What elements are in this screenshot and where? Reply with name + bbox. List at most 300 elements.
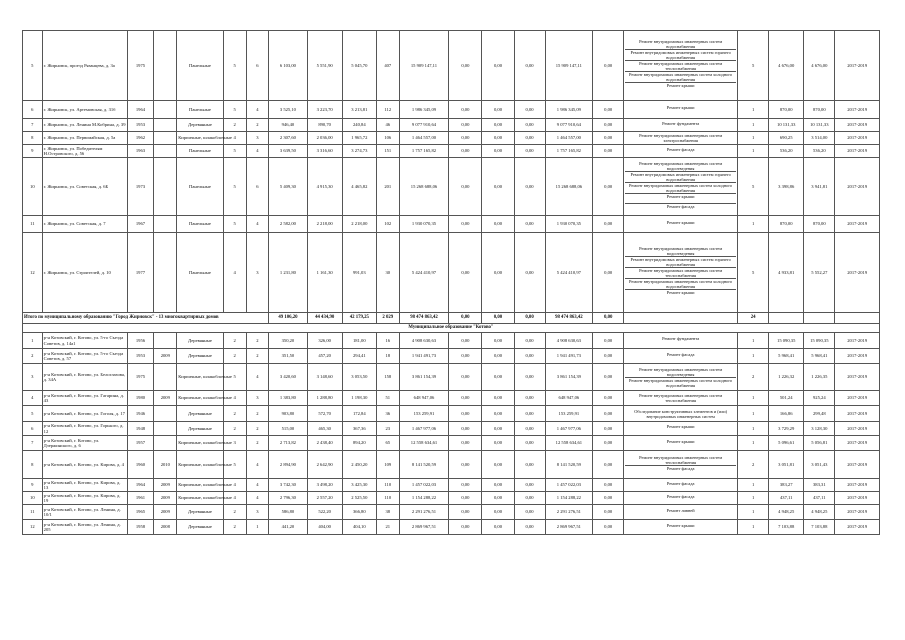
wall-material-cell: Кирпичные, шлакоблочные <box>177 132 224 145</box>
overhaul-year-cell <box>154 145 177 158</box>
address-cell: г. Жирновск, ул. Советская, д. 7 <box>42 216 127 233</box>
table-row <box>23 520 880 535</box>
total-label-cell: Итого по муниципальному образованию "Город Жирновск" - 13 многоквартирных домов <box>23 313 269 324</box>
works-count-cell: 1 <box>738 479 769 492</box>
unit-cost-cell: 870,00 <box>769 101 804 119</box>
works-cell <box>624 364 738 391</box>
work-item: Ремонт внутридомовых инженерных систем холодного водоснабжения <box>625 183 736 194</box>
cost-cell: 4 908 630,63 <box>399 333 449 349</box>
address-cell: г. Жирновск, ул. Ленина М.Кобрина, д. 39 <box>42 119 127 132</box>
works-count-cell: 1 <box>738 333 769 349</box>
owners-fund-cell: 8 141 520,59 <box>545 451 593 479</box>
funding-1-cell: 0,00 <box>449 31 482 101</box>
works-cell <box>624 313 738 324</box>
other-funding-cell: 0,00 <box>593 391 624 406</box>
floors-cell: 2 <box>223 520 246 535</box>
work-item: Ремонт крыши <box>666 105 695 110</box>
other-funding-cell: 0,00 <box>593 233 624 313</box>
works-count-cell: 2 <box>738 451 769 479</box>
year-cell: 1964 <box>127 479 154 492</box>
other-funding-cell: 0,00 <box>593 119 624 132</box>
resident-area-cell: 991,03 <box>342 233 376 313</box>
owners-fund-cell: 4 908 630,63 <box>545 333 593 349</box>
address-cell: р-н Котовский, г. Котово, ул. 5-го Съезда Советов, д. 57 <box>42 349 127 364</box>
row-number-cell: 2 <box>23 349 43 364</box>
funding-3-cell: 0,00 <box>514 505 545 520</box>
funding-1-cell: 0,00 <box>449 391 482 406</box>
floors-cell: 4 <box>223 391 246 406</box>
row-number-cell: 8 <box>23 451 43 479</box>
total-area-cell: 2 796,30 <box>269 492 307 505</box>
overhaul-year-cell: 2008 <box>154 520 177 535</box>
works-count-cell: 5 <box>738 233 769 313</box>
entrances-cell: 3 <box>246 233 269 313</box>
resident-area-cell: 404,10 <box>342 520 376 535</box>
overhaul-year-cell: 2009 <box>154 479 177 492</box>
table-row <box>23 158 880 216</box>
overhaul-year-cell <box>154 101 177 119</box>
living-area-cell: 2 036,00 <box>307 132 342 145</box>
address-cell: р-н Котовский, г. Котово, ул. Гоголя, д. 17 <box>42 406 127 422</box>
work-item: Ремонт фасада <box>666 480 695 486</box>
row-number-cell: 6 <box>23 422 43 436</box>
total-area-cell: 3 742,30 <box>269 479 307 492</box>
funding-3-cell: 0,00 <box>514 349 545 364</box>
entrances-cell: 4 <box>246 492 269 505</box>
row-number-cell: 4 <box>23 391 43 406</box>
funding-3-cell: 0,00 <box>514 145 545 158</box>
funding-2-cell: 0,00 <box>482 101 514 119</box>
table-row <box>23 233 880 313</box>
works-cell <box>624 406 738 422</box>
funding-3-cell: 0,00 <box>514 406 545 422</box>
total-area-cell: 5 409,30 <box>269 158 307 216</box>
works-count-cell: 1 <box>738 132 769 145</box>
wall-material-cell: Деревянные <box>177 505 224 520</box>
other-funding-cell: 0,00 <box>593 333 624 349</box>
table-row <box>23 492 880 505</box>
work-item: Ремонт ливней <box>666 507 695 513</box>
living-area-cell: 572,70 <box>307 406 342 422</box>
wall-material-cell: Кирпичные, шлакоблочные <box>177 492 224 505</box>
funding-3-cell: 0,00 <box>514 364 545 391</box>
entrances-cell: 4 <box>246 101 269 119</box>
resident-area-cell: 2 218,00 <box>342 216 376 233</box>
other-funding-cell: 0,00 <box>593 492 624 505</box>
limit-cost-cell: 925,24 <box>804 391 835 406</box>
cost-cell: 1 986 345,09 <box>399 101 449 119</box>
funding-1-cell: 0,00 <box>449 233 482 313</box>
row-number-cell: 1 <box>23 333 43 349</box>
entrances-cell: 6 <box>246 31 269 101</box>
year-cell: 1946 <box>127 406 154 422</box>
year-cell: 1953 <box>127 349 154 364</box>
limit-cost-cell: 5 056,81 <box>804 436 835 451</box>
table-row <box>23 349 880 364</box>
residents-cell: 65 <box>376 436 399 451</box>
resident-area-cell: 3 053,50 <box>342 364 376 391</box>
total-area-cell: 515,00 <box>269 422 307 436</box>
wall-material-cell: Деревянные <box>177 406 224 422</box>
other-funding-cell: 0,00 <box>593 349 624 364</box>
limit-cost-cell: 3 941,81 <box>804 158 835 216</box>
work-item: Ремонт внутридомовых инженерных систем водоснабжения <box>625 39 736 50</box>
overhaul-year-cell <box>154 406 177 422</box>
residents-cell: 2 029 <box>376 313 399 324</box>
funding-1-cell: 0,00 <box>449 119 482 132</box>
unit-cost-cell: 501,24 <box>769 391 804 406</box>
address-cell: р-н Котовский, г. Котово, ул. Дзержинского, д. 6 <box>42 436 127 451</box>
funding-1-cell: 0,00 <box>449 313 482 324</box>
period-cell: 2017-2019 <box>835 436 880 451</box>
resident-area-cell: 181,00 <box>342 333 376 349</box>
floors-cell: 5 <box>223 101 246 119</box>
works-cell <box>624 158 738 216</box>
row-number-cell: 7 <box>23 119 43 132</box>
funding-1-cell: 0,00 <box>449 132 482 145</box>
work-item: Ремонт крыши <box>666 522 695 528</box>
period-cell: 2017-2019 <box>835 216 880 233</box>
other-funding-cell: 0,00 <box>593 145 624 158</box>
funding-3-cell: 0,00 <box>514 492 545 505</box>
overhaul-year-cell <box>154 216 177 233</box>
limit-cost-cell <box>804 313 835 324</box>
funding-2-cell: 0,00 <box>482 132 514 145</box>
entrances-cell: 3 <box>246 132 269 145</box>
works-count-cell: 1 <box>738 216 769 233</box>
total-row <box>23 313 880 324</box>
row-number-cell: 6 <box>23 101 43 119</box>
residents-cell: 106 <box>376 132 399 145</box>
wall-material-cell: Деревянные <box>177 349 224 364</box>
unit-cost-cell: 5 968,41 <box>769 349 804 364</box>
table-row <box>23 505 880 520</box>
work-item: Ремонт крыши <box>666 83 695 88</box>
total-area-cell: 903,80 <box>269 406 307 422</box>
works-count-cell: 1 <box>738 406 769 422</box>
resident-area-cell: 1 965,72 <box>342 132 376 145</box>
funding-1-cell: 0,00 <box>449 422 482 436</box>
entrances-cell: 4 <box>246 364 269 391</box>
table-row <box>23 333 880 349</box>
owners-fund-cell: 1 986 345,09 <box>545 101 593 119</box>
works-count-cell: 1 <box>738 492 769 505</box>
cost-cell: 2 291 276,51 <box>399 505 449 520</box>
overhaul-year-cell: 2009 <box>154 492 177 505</box>
row-number-cell: 11 <box>23 216 43 233</box>
table-row <box>23 391 880 406</box>
table-row <box>23 479 880 492</box>
register-sheet <box>22 30 880 535</box>
other-funding-cell: 0,00 <box>593 451 624 479</box>
work-item: Ремонт внутридомовых инженерных систем теплоснабжения <box>625 61 736 72</box>
other-funding-cell: 0,00 <box>593 158 624 216</box>
year-cell: 1977 <box>127 233 154 313</box>
living-area-cell: 326,00 <box>307 333 342 349</box>
year-cell: 1967 <box>127 216 154 233</box>
living-area-cell: 522,20 <box>307 505 342 520</box>
unit-cost-cell: 690,25 <box>769 132 804 145</box>
cost-cell: 1 757 165,82 <box>399 145 449 158</box>
unit-cost-cell: 5 096,61 <box>769 436 804 451</box>
entrances-cell: 4 <box>246 451 269 479</box>
table-row <box>23 145 880 158</box>
floors-cell: 2 <box>223 406 246 422</box>
residents-cell: 18 <box>376 349 399 364</box>
unit-cost-cell: 383,27 <box>769 479 804 492</box>
period-cell: 2017-2019 <box>835 505 880 520</box>
limit-cost-cell: 4 948,25 <box>804 505 835 520</box>
limit-cost-cell: 4 676,00 <box>804 31 835 101</box>
period-cell <box>835 313 880 324</box>
resident-area-cell: 2 525,50 <box>342 492 376 505</box>
works-count-cell: 5 <box>738 158 769 216</box>
overhaul-year-cell <box>154 364 177 391</box>
owners-fund-cell: 98 474 863,42 <box>545 313 593 324</box>
work-item: Ремонт внутридомовых инженерных систем водоотведения <box>625 161 736 172</box>
cost-cell: 1 154 288,22 <box>399 492 449 505</box>
total-area-cell: 441,20 <box>269 520 307 535</box>
residents-cell: 109 <box>376 451 399 479</box>
floors-cell: 5 <box>223 364 246 391</box>
wall-material-cell: Панельные <box>177 31 224 101</box>
funding-3-cell: 0,00 <box>514 101 545 119</box>
table-row <box>23 132 880 145</box>
works-count-cell: 1 <box>738 505 769 520</box>
works-count-cell: 1 <box>738 422 769 436</box>
work-item: Обследование конструктивных элементов и (или) внутридомовых инженерных систем <box>634 408 728 419</box>
wall-material-cell: Кирпичные, шлакоблочные <box>177 479 224 492</box>
entrances-cell: 6 <box>246 158 269 216</box>
works-count-cell: 1 <box>738 520 769 535</box>
floors-cell: 2 <box>223 333 246 349</box>
overhaul-year-cell <box>154 158 177 216</box>
limit-cost-cell: 299,48 <box>804 406 835 422</box>
unit-cost-cell: 4 948,25 <box>769 505 804 520</box>
floors-cell: 4 <box>223 479 246 492</box>
period-cell: 2017-2019 <box>835 119 880 132</box>
wall-material-cell: Кирпичные, шлакоблочные <box>177 364 224 391</box>
limit-cost-cell: 383,31 <box>804 479 835 492</box>
works-count-cell: 1 <box>738 145 769 158</box>
overhaul-year-cell <box>154 333 177 349</box>
living-area-cell: 3 223,70 <box>307 101 342 119</box>
residents-cell: 30 <box>376 233 399 313</box>
entrances-cell: 2 <box>246 406 269 422</box>
address-cell: г. Жирновск, ул. Победителям Н.Островского, д. 56 <box>42 145 127 158</box>
wall-material-cell: Деревянные <box>177 333 224 349</box>
year-cell: 1963 <box>127 145 154 158</box>
living-area-cell: 1 161,30 <box>307 233 342 313</box>
total-area-cell: 351,50 <box>269 349 307 364</box>
cost-cell: 98 474 863,42 <box>399 313 449 324</box>
works-count-cell: 1 <box>738 119 769 132</box>
cost-cell: 15 268 688,06 <box>399 158 449 216</box>
year-cell: 1975 <box>127 31 154 101</box>
floors-cell: 2 <box>223 349 246 364</box>
overhaul-year-cell: 2010 <box>154 451 177 479</box>
floors-cell: 3 <box>223 436 246 451</box>
period-cell: 2017-2019 <box>835 451 880 479</box>
living-area-cell: 3 316,60 <box>307 145 342 158</box>
address-cell: р-н Котовский, г. Котово, ул. Белоглазова, д. 34А <box>42 364 127 391</box>
entrances-cell: 3 <box>246 505 269 520</box>
works-cell <box>624 349 738 364</box>
entrances-cell: 1 <box>246 520 269 535</box>
wall-material-cell: Панельные <box>177 101 224 119</box>
address-cell: р-н Котовский, г. Котово, ул. 5-го Съезда Советов, д. 14а1 <box>42 333 127 349</box>
overhaul-year-cell <box>154 119 177 132</box>
other-funding-cell: 0,00 <box>593 505 624 520</box>
period-cell: 2017-2019 <box>835 492 880 505</box>
funding-1-cell: 0,00 <box>449 451 482 479</box>
funding-1-cell: 0,00 <box>449 158 482 216</box>
work-item: Ремонт внутридомовых инженерных систем холодного водоснабжения <box>625 72 736 83</box>
living-area-cell: 2 218,00 <box>307 216 342 233</box>
owners-fund-cell: 1 941 491,73 <box>545 349 593 364</box>
wall-material-cell: Кирпичные, шлакоблочные <box>177 451 224 479</box>
residents-cell: 151 <box>376 145 399 158</box>
address-cell: р-н Котовский, г. Котово, ул. Гагарина, д. 43 <box>42 391 127 406</box>
funding-1-cell: 0,00 <box>449 436 482 451</box>
period-cell: 2017-2019 <box>835 479 880 492</box>
cost-cell: 8 141 520,59 <box>399 451 449 479</box>
period-cell: 2017-2019 <box>835 158 880 216</box>
living-area-cell: 890,70 <box>307 119 342 132</box>
works-cell <box>624 492 738 505</box>
funding-2-cell: 0,00 <box>482 119 514 132</box>
year-cell: 1953 <box>127 119 154 132</box>
address-cell: р-н Котовский, г. Котово, ул. Кирова, д. 13 <box>42 479 127 492</box>
unit-cost-cell: 536,20 <box>769 145 804 158</box>
work-item: Ремонт фасада <box>666 146 695 152</box>
cost-cell: 153 259,91 <box>399 406 449 422</box>
owners-fund-cell: 1 930 070,35 <box>545 216 593 233</box>
limit-cost-cell: 3 128,30 <box>804 422 835 436</box>
owners-fund-cell: 15 909 147,11 <box>545 31 593 101</box>
funding-3-cell: 0,00 <box>514 233 545 313</box>
cost-cell: 12 558 634,61 <box>399 436 449 451</box>
cost-cell: 1 941 491,73 <box>399 349 449 364</box>
entrances-cell: 2 <box>246 119 269 132</box>
year-cell: 1973 <box>127 158 154 216</box>
wall-material-cell: Панельные <box>177 158 224 216</box>
owners-fund-cell: 1 464 557,00 <box>545 132 593 145</box>
year-cell: 1958 <box>127 520 154 535</box>
works-cell <box>624 479 738 492</box>
other-funding-cell: 0,00 <box>593 422 624 436</box>
unit-cost-cell: 15 090,35 <box>769 333 804 349</box>
funding-2-cell: 0,00 <box>482 313 514 324</box>
period-cell: 2017-2019 <box>835 406 880 422</box>
works-cell <box>624 101 738 119</box>
address-cell: г. Жирновск, проезд Рязанцева, д. 3а <box>42 31 127 101</box>
works-cell <box>624 451 738 479</box>
work-item: Ремонт фасада <box>666 351 695 357</box>
table-row <box>23 31 880 101</box>
funding-3-cell: 0,00 <box>514 451 545 479</box>
funding-1-cell: 0,00 <box>449 479 482 492</box>
works-cell <box>624 505 738 520</box>
row-number-cell: 12 <box>23 233 43 313</box>
residents-cell: 201 <box>376 158 399 216</box>
owners-fund-cell: 1 457 022,03 <box>545 479 593 492</box>
repair-program-table <box>22 30 880 535</box>
wall-material-cell: Деревянные <box>177 422 224 436</box>
year-cell: 1975 <box>127 364 154 391</box>
row-number-cell: 7 <box>23 436 43 451</box>
unit-cost-cell: 870,00 <box>769 216 804 233</box>
floors-cell: 4 <box>223 492 246 505</box>
cost-cell: 2 869 967,51 <box>399 520 449 535</box>
residents-cell: 46 <box>376 119 399 132</box>
work-item: Ремонт внутридомовых инженерных систем горячего водоснабжения <box>625 50 736 61</box>
resident-area-cell: 3 213,81 <box>342 101 376 119</box>
resident-area-cell: 1 198,30 <box>342 391 376 406</box>
total-area-cell: 2 894,90 <box>269 451 307 479</box>
period-cell: 2017-2019 <box>835 31 880 101</box>
floors-cell: 2 <box>223 119 246 132</box>
works-count-cell: 1 <box>738 391 769 406</box>
funding-3-cell: 0,00 <box>514 391 545 406</box>
total-area-cell: 3 525,10 <box>269 101 307 119</box>
wall-material-cell: Деревянные <box>177 119 224 132</box>
address-cell: р-н Котовский, г. Котово, ул. Кирова, д. 4 <box>42 451 127 479</box>
residents-cell: 158 <box>376 364 399 391</box>
period-cell: 2017-2019 <box>835 101 880 119</box>
unit-cost-cell: 4 933,81 <box>769 233 804 313</box>
funding-1-cell: 0,00 <box>449 492 482 505</box>
work-item: Ремонт внутридомовых инженерных систем теплоснабжения <box>625 455 736 466</box>
cost-cell: 1 467 977,06 <box>399 422 449 436</box>
work-item: Ремонт крыши <box>666 290 695 295</box>
owners-fund-cell: 9 077 910,64 <box>545 119 593 132</box>
other-funding-cell: 0,00 <box>593 31 624 101</box>
cost-cell: 3 861 154,39 <box>399 364 449 391</box>
table-row <box>23 436 880 451</box>
floors-cell: 5 <box>223 145 246 158</box>
funding-1-cell: 0,00 <box>449 406 482 422</box>
work-item: Ремонт фундамента <box>662 120 700 126</box>
living-area-cell: 457,20 <box>307 349 342 364</box>
work-item: Ремонт фасада <box>666 493 695 499</box>
cost-cell: 9 077 910,64 <box>399 119 449 132</box>
funding-3-cell: 0,00 <box>514 422 545 436</box>
address-cell: г. Жирновск, ул. Первомайская, д. 5а <box>42 132 127 145</box>
works-count-cell: 24 <box>738 313 769 324</box>
owners-fund-cell: 648 947,06 <box>545 391 593 406</box>
work-item: Ремонт внутридомовых инженерных систем холодного водоснабжения <box>629 377 733 388</box>
year-cell: 1965 <box>127 505 154 520</box>
row-number-cell: 5 <box>23 31 43 101</box>
limit-cost-cell: 870,00 <box>804 101 835 119</box>
total-area-cell: 3 420,60 <box>269 364 307 391</box>
resident-area-cell: 4 465,82 <box>342 158 376 216</box>
owners-fund-cell: 12 558 634,61 <box>545 436 593 451</box>
overhaul-year-cell <box>154 436 177 451</box>
works-count-cell: 5 <box>738 31 769 101</box>
residents-cell: 51 <box>376 391 399 406</box>
funding-1-cell: 0,00 <box>449 145 482 158</box>
entrances-cell: 2 <box>246 422 269 436</box>
table-row <box>23 364 880 391</box>
work-item: Ремонт фасада <box>666 465 695 471</box>
funding-3-cell: 0,00 <box>514 520 545 535</box>
wall-material-cell: Панельные <box>177 216 224 233</box>
address-cell: г. Жирновск, ул. Советская, д. 6Б <box>42 158 127 216</box>
table-row <box>23 422 880 436</box>
living-area-cell: 2 557,20 <box>307 492 342 505</box>
